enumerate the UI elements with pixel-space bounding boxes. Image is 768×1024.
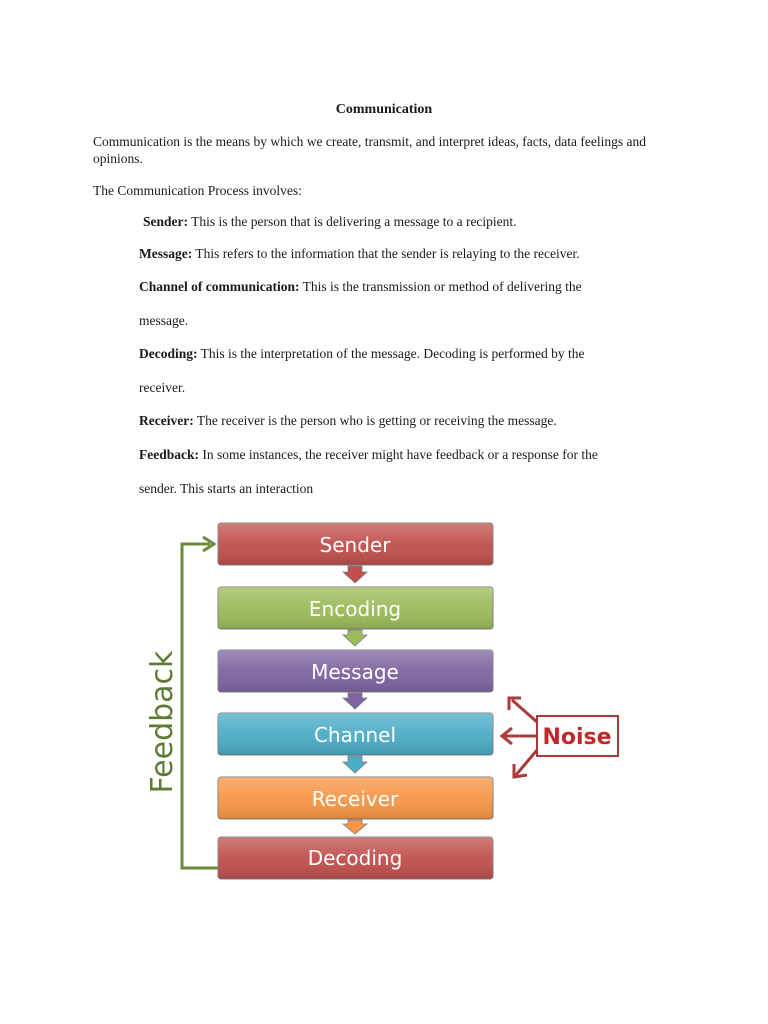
noise-label: Noise — [542, 725, 612, 750]
term-label: Channel of communication: — [139, 279, 300, 294]
term-label: Sender: — [143, 214, 188, 229]
step-label: Decoding — [307, 846, 403, 870]
noise-box — [537, 716, 618, 756]
term-definition: This is the transmission or method of delivering the — [299, 279, 582, 294]
step-label: Encoding — [308, 597, 402, 621]
term-label: Feedback: — [139, 447, 199, 462]
term-definition: This is the interpretation of the message. Decoding is performed by the — [197, 346, 585, 361]
document-title: Communication — [335, 102, 433, 117]
term-definition: This is the person that is delivering a message to a recipient. — [188, 214, 517, 229]
step-label: Message — [311, 660, 399, 684]
step-label: Sender — [319, 533, 391, 557]
term-definition: In some instances, the receiver might have feedback or a response for the — [199, 447, 598, 462]
step-box-receiver — [218, 777, 493, 819]
step-box-sender — [218, 523, 493, 565]
step-label: Receiver — [311, 787, 399, 811]
term-continuation: sender. This starts an interaction — [139, 481, 314, 496]
step-box-channel — [218, 713, 493, 755]
down-arrow-icon — [343, 820, 367, 834]
term-continuation: message. — [139, 313, 189, 328]
down-arrow-icon — [343, 756, 367, 773]
term-definition: This refers to the information that the sender is relaying to the receiver. — [192, 246, 580, 261]
term-definition: The receiver is the person who is getting or receiving the message. — [193, 413, 557, 428]
step-label: Channel — [313, 723, 397, 747]
noise-arrows — [502, 698, 537, 777]
down-arrow-icon — [343, 630, 367, 646]
process-intro: The Communication Process involves: — [93, 183, 302, 198]
down-arrow-icon — [343, 566, 367, 583]
step-box-decoding — [218, 837, 493, 879]
term-label: Decoding: — [139, 346, 198, 361]
term-continuation: receiver. — [139, 380, 186, 395]
term-label: Message: — [139, 246, 193, 261]
down-arrow-icon — [343, 693, 367, 709]
step-box-encoding — [218, 587, 493, 629]
step-box-message — [218, 650, 493, 692]
term-label: Receiver: — [139, 413, 194, 428]
intro-paragraph: Communication is the means by which we create, transmit, and interpret ideas, facts, data feelings and opinions. — [93, 134, 646, 166]
feedback-loop-line — [182, 544, 218, 868]
feedback-label: Feedback — [145, 650, 180, 794]
